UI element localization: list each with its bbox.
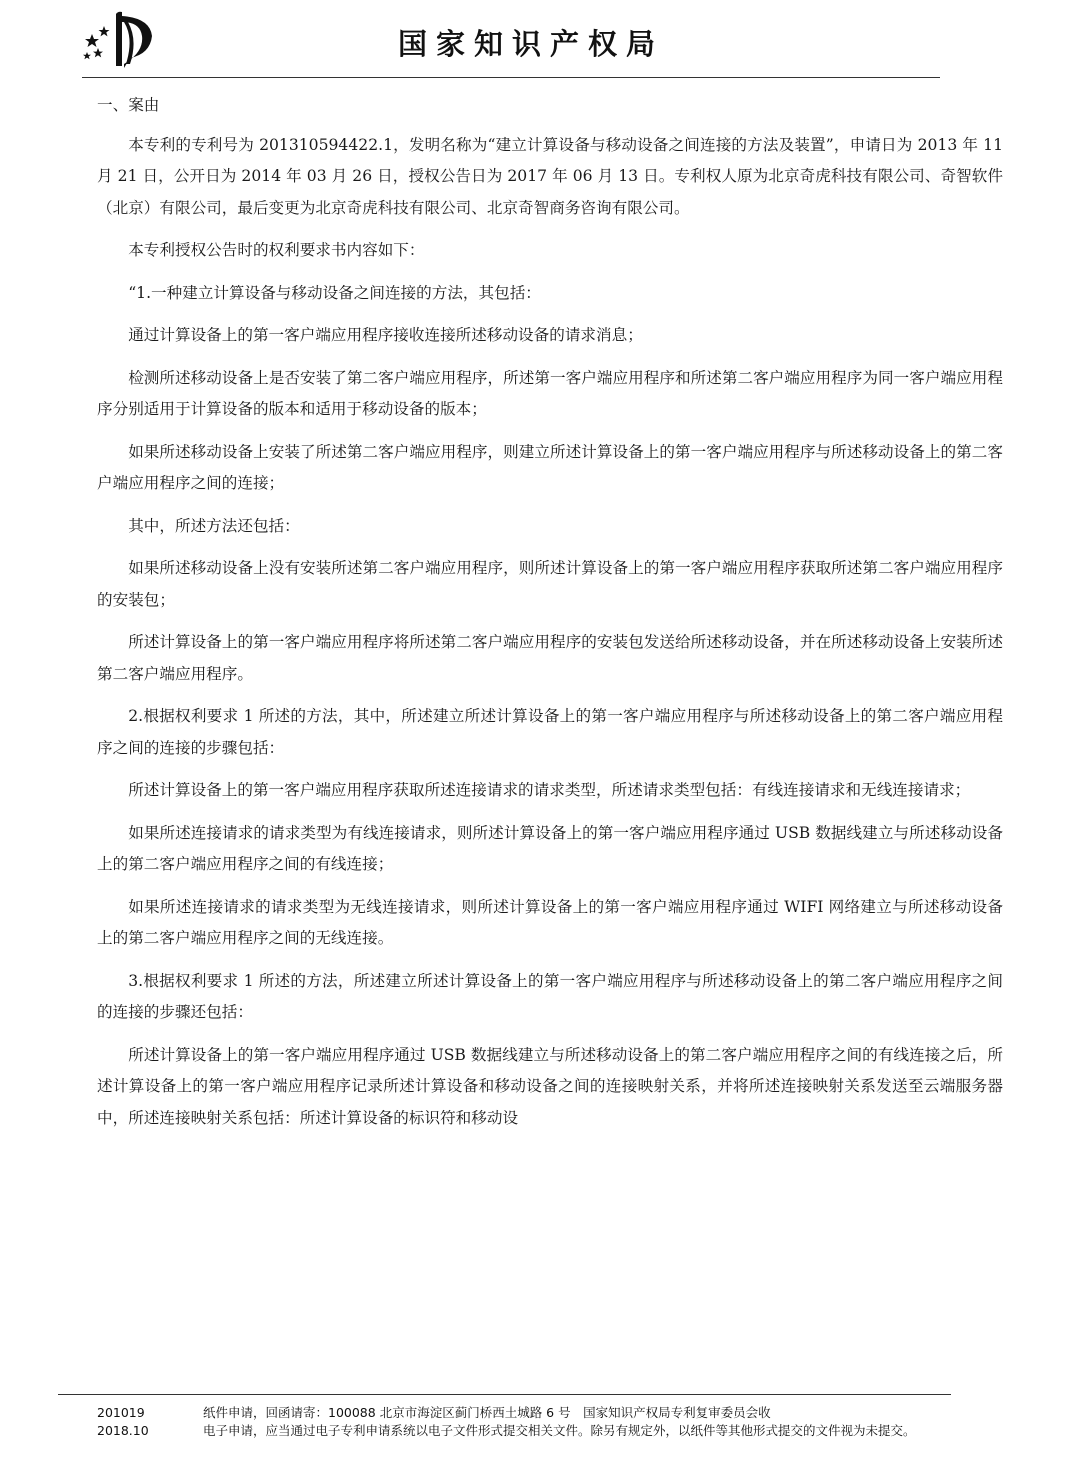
office-title: 国家知识产权局 <box>398 27 665 61</box>
paragraph: “1.一种建立计算设备与移动设备之间连接的方法，其包括： <box>128 283 541 302</box>
electronic-filing-note: 电子申请，应当通过电子专利申请系统以电子文件形式提交相关文件。除另有规定外，以纸件等其他形式提交的文件视为未提交。 <box>203 1423 916 1438</box>
paragraph: 本专利授权公告时的权利要求书内容如下： <box>128 241 425 259</box>
paragraph: 2.根据权利要求 1 所述的方法，其中，所述建立所述计算设备上的第一客户端应用程序与所述移动设备上的第二客户端应用程序之间的连接的步骤包括： <box>97 707 1003 757</box>
paragraph: 如果所述移动设备上没有安装所述第二客户端应用程序，则所述计算设备上的第一客户端应用程序获取所述第二客户端应用程序的安装包； <box>97 559 1003 609</box>
section-heading: 一、案由 <box>97 96 160 114</box>
form-code: 201019 <box>97 1405 145 1420</box>
footer-row <box>97 1404 1007 1422</box>
page-footer <box>97 1404 1007 1440</box>
header-divider <box>82 77 940 78</box>
paragraph: 如果所述连接请求的请求类型为无线连接请求，则所述计算设备上的第一客户端应用程序通过 WIFI 网络建立与所述移动设备上的第二客户端应用程序之间的无线连接。 <box>97 897 1003 947</box>
page-header <box>0 0 1080 82</box>
paragraph: 检测所述移动设备上是否安装了第二客户端应用程序，所述第一客户端应用程序和所述第二客户端应用程序为同一客户端应用程序分别适用于计算设备的版本和适用于移动设备的版本； <box>97 368 1003 418</box>
paragraph: 本专利的专利号为 201310594422.1，发明名称为“建立计算设备与移动设备之间连接的方法及装置”，申请日为 2013 年 11 月 21 日，公开日为 2014 年 03 月 26 日，授权公告日为 2017 年 06 月 13 日。专利权人原为北京奇虎科技有限公司、奇智软件（北京）有限公司，最后变更为北京奇虎科技有限公司、北京奇智商务咨询有限公司。 <box>97 135 1003 217</box>
form-version: 2018.10 <box>97 1423 149 1438</box>
cnipa-logo-icon <box>78 8 160 70</box>
paragraph: 如果所述连接请求的请求类型为有线连接请求，则所述计算设备上的第一客户端应用程序通过 USB 数据线建立与所述移动设备上的第二客户端应用程序之间的有线连接； <box>97 823 1003 873</box>
mailing-address-note: 纸件申请，回函请寄：100088 北京市海淀区蓟门桥西土城路 6 号 国家知识产权局专利复审委员会收 <box>203 1405 771 1420</box>
paragraph: 所述计算设备上的第一客户端应用程序将所述第二客户端应用程序的安装包发送给所述移动设备，并在所述移动设备上安装所述第二客户端应用程序。 <box>97 633 1003 683</box>
document-body <box>97 90 1003 1145</box>
paragraph: 其中，所述方法还包括： <box>128 516 300 535</box>
footer-row <box>97 1422 1007 1440</box>
footer-divider <box>58 1394 951 1395</box>
paragraph: 如果所述移动设备上安装了所述第二客户端应用程序，则建立所述计算设备上的第一客户端应用程序与所述移动设备上的第二客户端应用程序之间的连接； <box>97 442 1003 492</box>
paragraph: 所述计算设备上的第一客户端应用程序通过 USB 数据线建立与所述移动设备上的第二客户端应用程序之间的有线连接之后，所述计算设备上的第一客户端应用程序记录所述计算设备和移动设备之间的连接映射关系，并将所述连接映射关系发送至云端服务器中，所述连接映射关系包括：所述计算设备的标识符和移动设 <box>97 1045 1003 1127</box>
paragraph: 3.根据权利要求 1 所述的方法，所述建立所述计算设备上的第一客户端应用程序与所述移动设备上的第二客户端应用程序之间的连接的步骤还包括： <box>97 971 1003 1021</box>
paragraph: 通过计算设备上的第一客户端应用程序接收连接所述移动设备的请求消息； <box>128 326 643 344</box>
paragraph: 所述计算设备上的第一客户端应用程序获取所述连接请求的请求类型，所述请求类型包括：有线连接请求和无线连接请求； <box>128 781 971 799</box>
